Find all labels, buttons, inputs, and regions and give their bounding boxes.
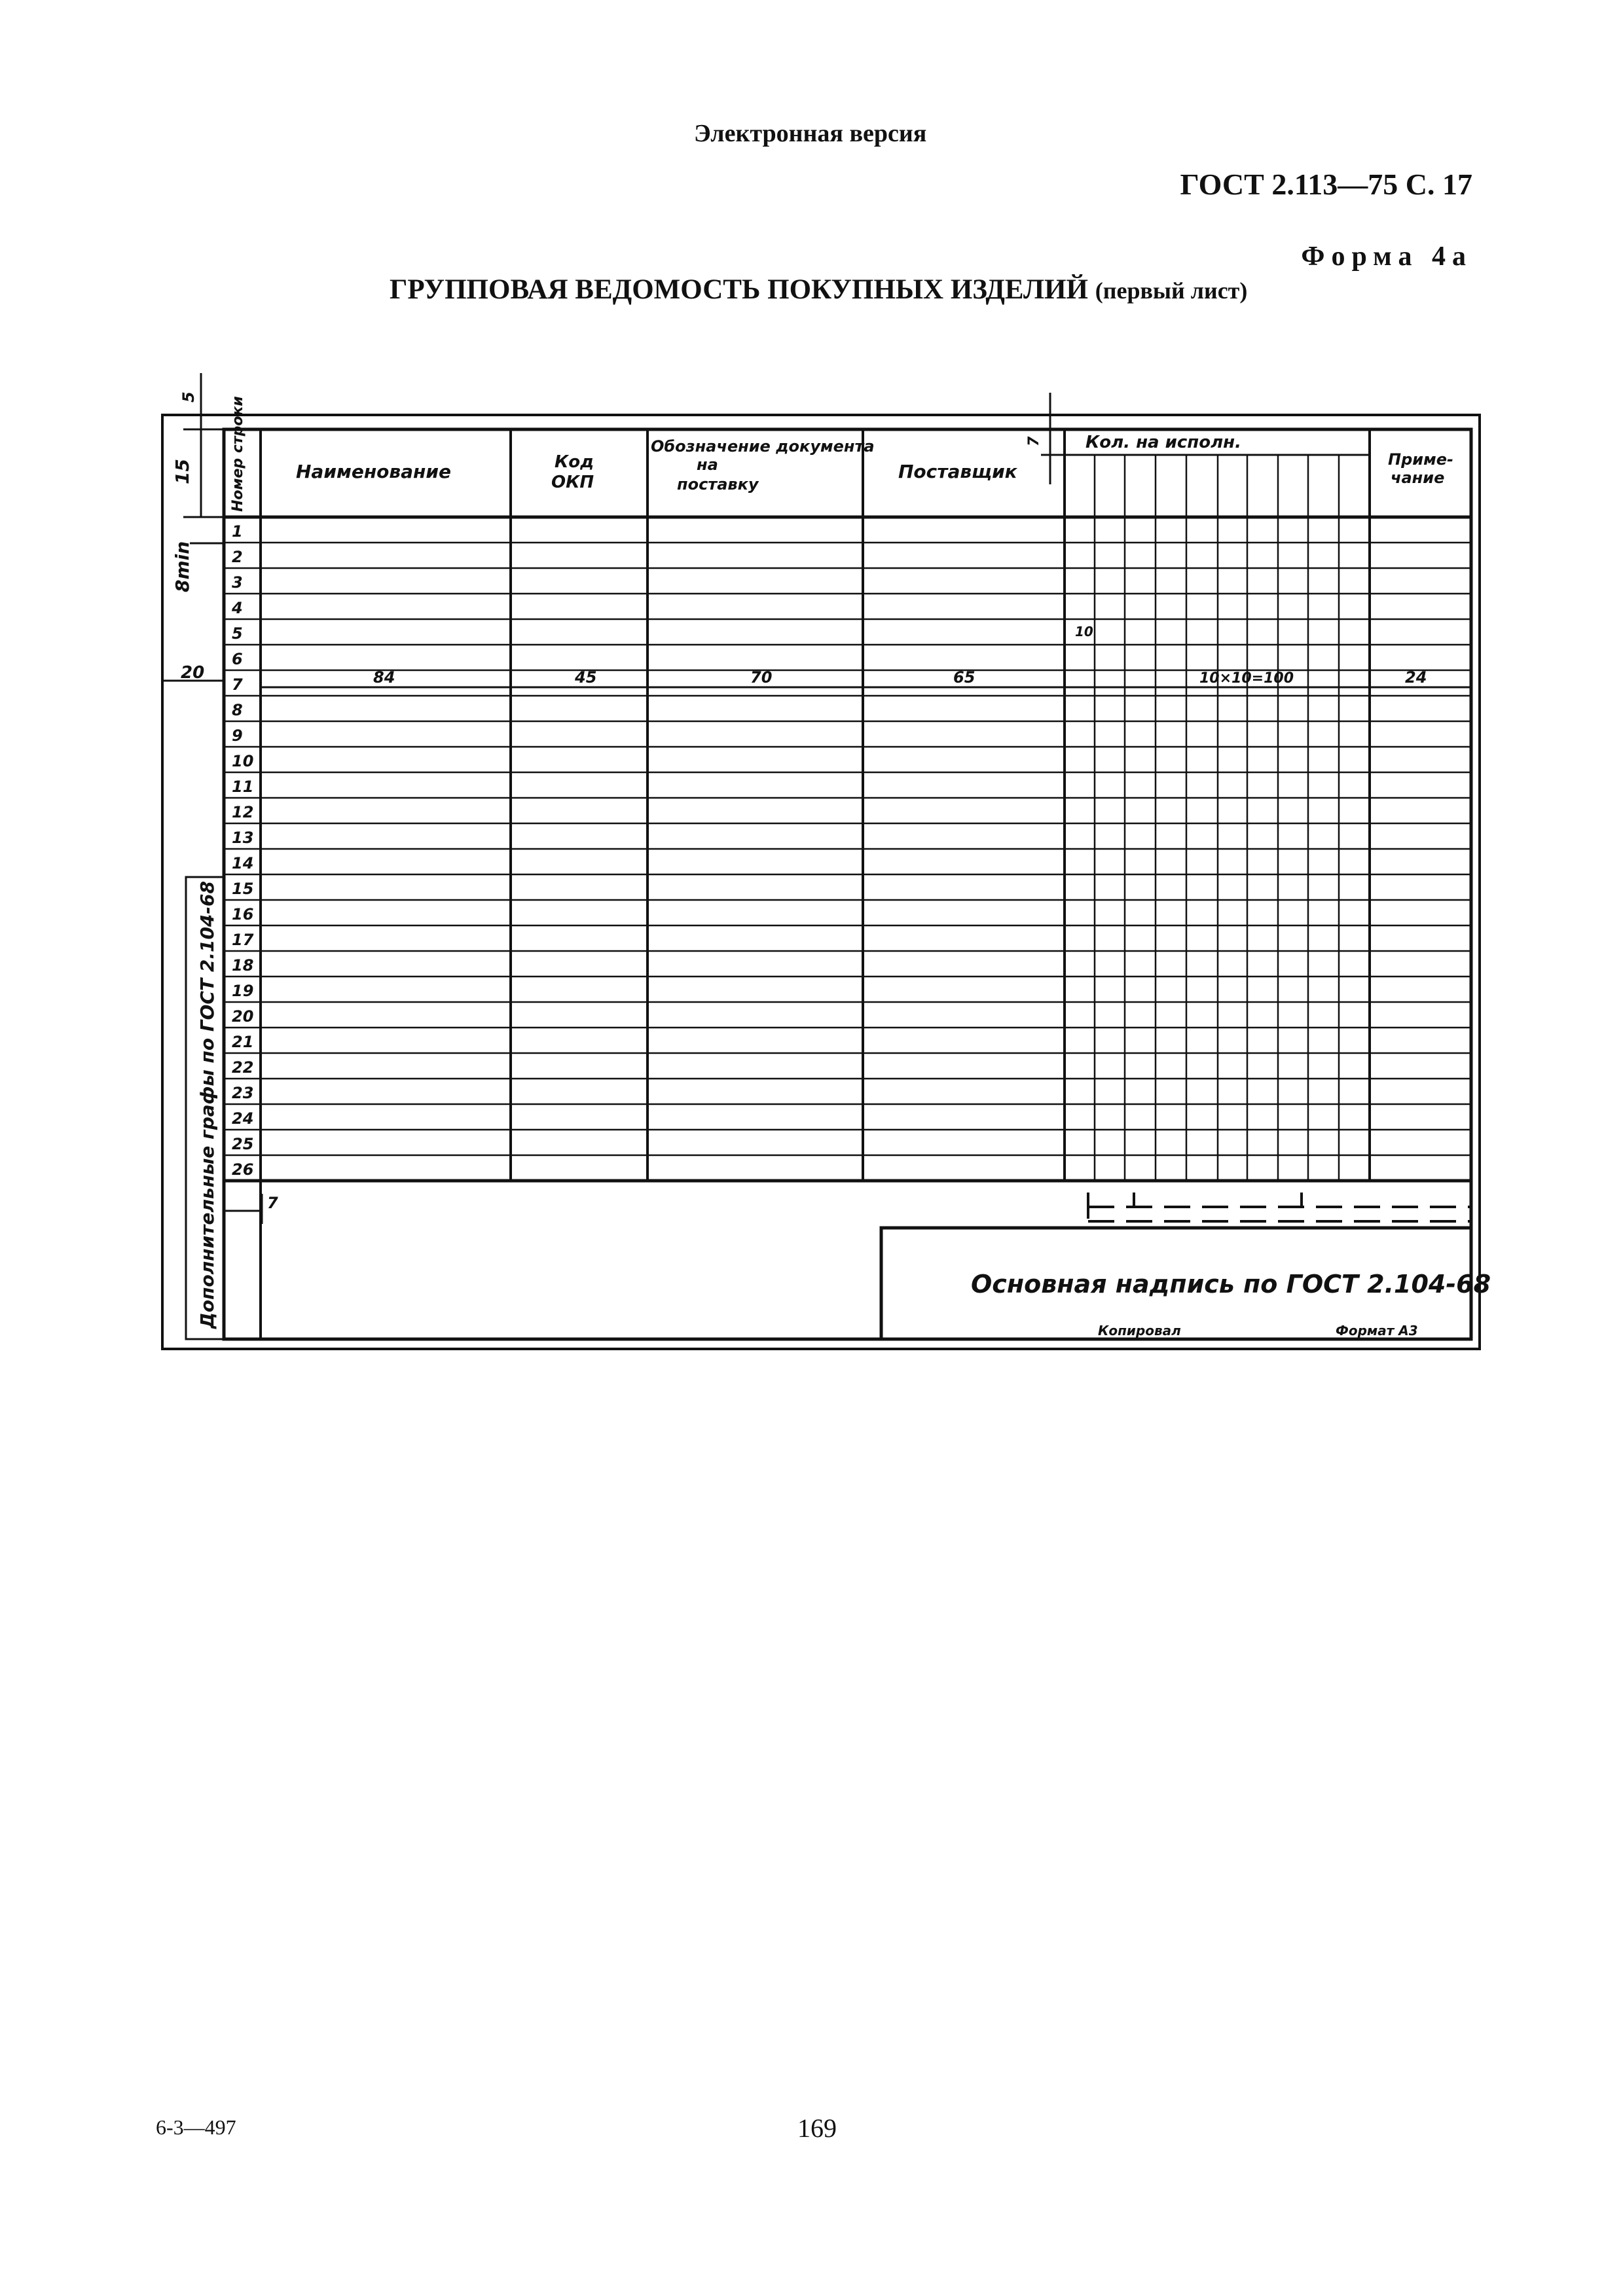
form-drawing (151, 367, 1493, 1361)
col-header-row-number: Номер строки (230, 396, 246, 512)
row-number: 25 (232, 1135, 254, 1153)
row-number: 12 (232, 803, 254, 821)
row-number: 22 (232, 1058, 254, 1077)
row-number: 26 (232, 1160, 254, 1179)
row-number: 14 (232, 854, 254, 872)
dim-qty-col-width: 10 (1075, 624, 1093, 639)
outer-frame (162, 415, 1480, 1349)
row-number: 13 (232, 829, 254, 847)
row-number: 9 (232, 726, 243, 745)
col-header-name: Наименование (296, 461, 451, 482)
dim-code-width: 45 (575, 668, 597, 687)
row-number: 4 (232, 599, 243, 617)
col-header-supplier: Поставщик (898, 461, 1017, 482)
dim-supplier-width: 65 (953, 668, 976, 687)
footer-code: 6-3—497 (156, 2115, 236, 2139)
extra-columns-label: Дополнительные графы по ГОСТ 2.104-68 (196, 880, 218, 1329)
row-number: 18 (232, 956, 254, 975)
gost-reference: ГОСТ 2.113—75 С. 17 (1180, 168, 1472, 201)
document-title-main: ГРУППОВАЯ ВЕДОМОСТЬ ПОКУПНЫХ ИЗДЕЛИЙ (390, 274, 1088, 305)
row-number: 24 (232, 1109, 254, 1128)
page-number: 169 (797, 2113, 837, 2143)
row-number: 23 (232, 1084, 254, 1102)
row-number: 15 (232, 880, 254, 898)
row-number: 5 (232, 624, 243, 643)
copied-label: Копировал (1098, 1323, 1181, 1338)
form-label: Форма 4а (1301, 242, 1472, 272)
extra-col-dimension (224, 1194, 262, 1224)
col-header-doc-2: на (697, 456, 718, 474)
row-number: 16 (232, 905, 254, 924)
row-number: 20 (232, 1007, 254, 1026)
dim-qty-header-height: 7 (1026, 436, 1042, 446)
col-header-note-2: чание (1391, 469, 1445, 487)
dim-doc-width: 70 (750, 668, 773, 687)
col-header-quantity: Кол. на исполн. (1085, 433, 1241, 452)
dim-name-width: 84 (373, 668, 395, 687)
dim-extra-col-width: 7 (267, 1194, 278, 1212)
row-number: 1 (232, 522, 243, 541)
dashed-separators (1088, 1193, 1471, 1221)
col-header-doc-3: поставку (677, 475, 759, 493)
title-block-label: Основная надпись по ГОСТ 2.104-68 (971, 1270, 1491, 1299)
row-number: 2 (232, 548, 243, 566)
dim-row-height: 8min (172, 541, 193, 592)
table-grid (224, 429, 1471, 1339)
row-number: 10 (232, 752, 254, 770)
left-dimensions (164, 373, 224, 681)
row-number: 8 (232, 701, 243, 719)
row-numbers (231, 522, 254, 1179)
electronic-version-label: Электронная версия (694, 120, 927, 147)
dim-header-height: 15 (172, 459, 193, 484)
row-number: 11 (232, 778, 254, 796)
row-number: 19 (232, 982, 254, 1000)
document-title-sub: (первый лист) (1095, 278, 1248, 304)
dim-note-width: 24 (1405, 668, 1427, 687)
dim-qty-width: 10×10=100 (1199, 670, 1294, 687)
row-number: 3 (232, 573, 243, 592)
inner-frame (224, 429, 1471, 1339)
col-header-code-2: ОКП (551, 473, 594, 492)
col-header-note-1: Приме- (1388, 450, 1453, 469)
col-header-code-1: Код (555, 452, 594, 472)
row-number: 6 (232, 650, 243, 668)
col-header-doc-1: Обозначение документа (651, 437, 875, 456)
dim-top-margin: 5 (179, 391, 198, 403)
dim-left-margin: 20 (181, 663, 205, 683)
row-number: 7 (232, 675, 243, 694)
row-number: 21 (232, 1033, 254, 1051)
row-number: 17 (232, 931, 254, 949)
format-label: Формат А3 (1336, 1323, 1418, 1338)
document-title (390, 274, 1247, 306)
